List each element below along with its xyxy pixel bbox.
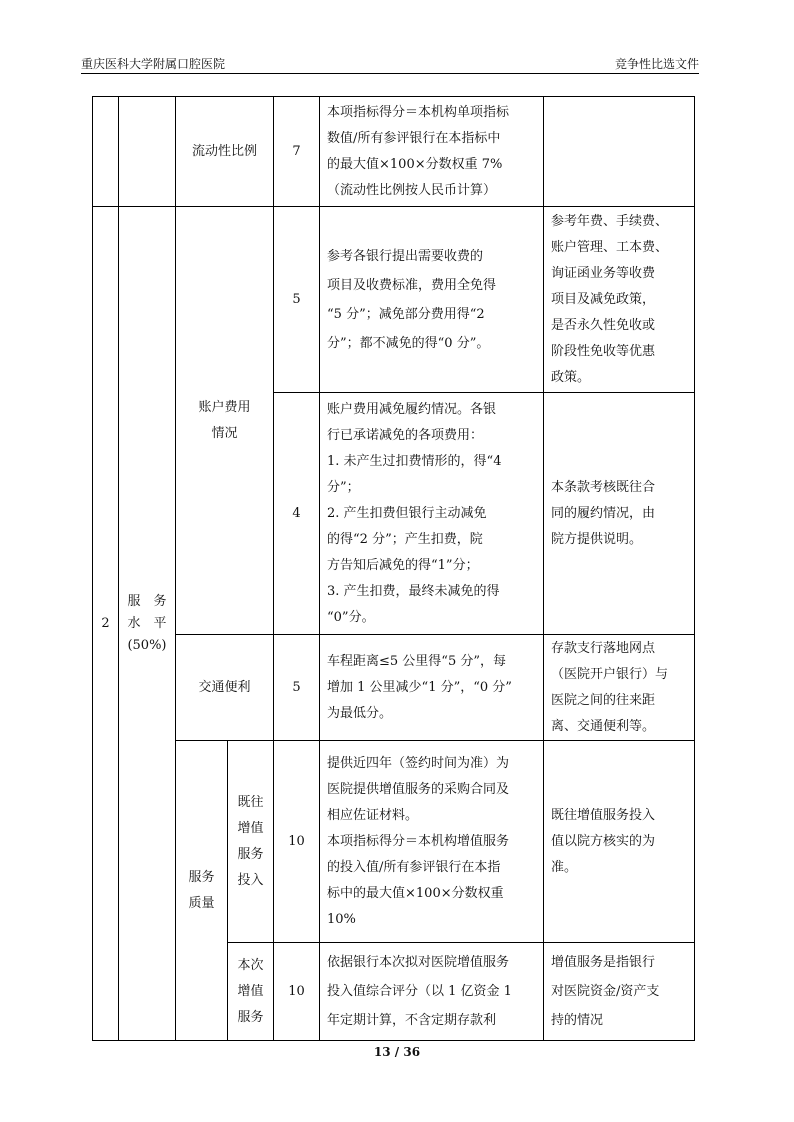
note-fee-history: 本条款考核既往合 同的履约情况，由 院方提供说明。	[544, 393, 695, 635]
score-fee-standard: 5	[274, 207, 320, 393]
score-liquidity: 7	[274, 97, 320, 207]
note-transport: 存款支行落地网点 （医院开户银行）与 医院之间的往来距 离、交通便利等。	[544, 635, 695, 741]
page-number: 13 / 36	[373, 1045, 421, 1059]
note-fee-standard: 参考年费、手续费、 账户管理、工本费、 询证函业务等收费 项目及减免政策， 是否永久性免收或 阶段性免收等优惠 政策。	[544, 207, 695, 393]
group-category-service-level: 服 务 水 平 (50%)	[119, 207, 176, 1041]
score-transport: 5	[274, 635, 320, 741]
criteria-fee-history: 账户费用减免履约情况。各银 行已承诺减免的各项费用： 1. 未产生过扣费情形的，得“4 分”； 2. 产生扣费但银行主动减免 的得“2 分”；产生扣费，院 方告知后减免的得“1”分； 3. 产生扣费，最终未减免的得 “0”分。	[320, 393, 544, 635]
item-transport: 交通便利	[176, 635, 274, 741]
table-row	[93, 741, 695, 943]
criteria-fee-standard: 参考各银行提出需要收费的 项目及收费标准，费用全免得 “5 分”；减免部分费用得“2 分”；都不减免的得“0 分”。	[320, 207, 544, 393]
table-row	[93, 207, 695, 393]
subitem-current-input: 本次 增值 服务	[228, 943, 274, 1041]
empty-cell	[93, 97, 119, 207]
criteria-past-input: 提供近四年（签约时间为准）为 医院提供增值服务的采购合同及 相应佐证材料。 本项指标得分＝本机构增值服务 的投入值/所有参评银行在本指 标中的最大值×100×分数权重 10%	[320, 741, 544, 943]
group-number: 2	[93, 207, 119, 1041]
note-past-input: 既往增值服务投入 值以院方核实的为 准。	[544, 741, 695, 943]
subitem-past-input: 既往 增值 服务 投入	[228, 741, 274, 943]
scoring-table	[92, 96, 695, 1041]
header-divider	[81, 73, 699, 74]
item-service-quality: 服务 质量	[176, 741, 228, 1041]
item-liquidity-ratio: 流动性比例	[176, 97, 274, 207]
item-account-fees: 账户费用 情况	[176, 207, 274, 635]
score-fee-history: 4	[274, 393, 320, 635]
table-row	[93, 97, 695, 207]
criteria-transport: 车程距离≤5 公里得“5 分”，每 增加 1 公里减少“1 分”，“0 分” 为最低分。	[320, 635, 544, 741]
criteria-liquidity: 本项指标得分＝本机构单项指标 数值/所有参评银行在本指标中 的最大值×100×分数权重 7% （流动性比例按人民币计算）	[320, 97, 544, 207]
empty-cell	[119, 97, 176, 207]
page-header	[81, 55, 699, 73]
score-current-input: 10	[274, 943, 320, 1041]
note-liquidity	[544, 97, 695, 207]
criteria-current-input: 依据银行本次拟对医院增值服务 投入值综合评分（以 1 亿资金 1 年定期计算，不含定期存款利	[320, 943, 544, 1041]
header-hospital-name: 重庆医科大学附属口腔医院	[81, 57, 226, 71]
table-row	[93, 635, 695, 741]
score-past-input: 10	[274, 741, 320, 943]
note-current-input: 增值服务是指银行 对医院资金/资产支 持的情况	[544, 943, 695, 1041]
header-document-title: 竞争性比选文件	[614, 57, 699, 71]
